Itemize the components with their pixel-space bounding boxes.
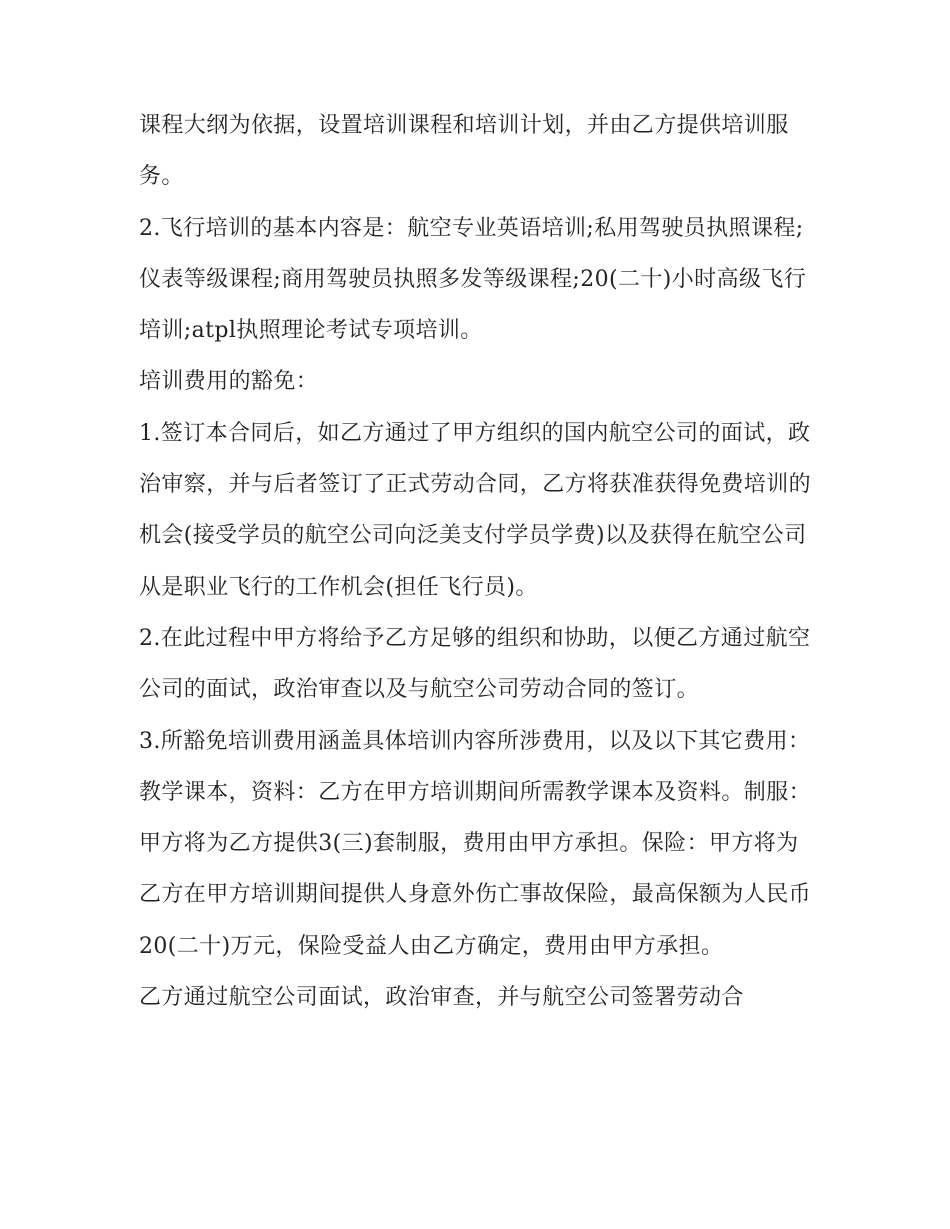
paragraph-waiver-item-3: 3.所豁免培训费用涵盖具体培训内容所涉费用，以及以下其它费用：教学课本，资料：乙方在甲方培训期间所需教学课本及资料。制服：甲方将为乙方提供3(三)套制服，费用由甲方承担。保险：甲方将为乙方在甲方培训期间提供人身意外伤亡事故保险，最高保额为人民币20(二十)万元，保险受益人由乙方确定，费用由甲方承担。	[139, 728, 812, 959]
document-body	[139, 100, 819, 1023]
paragraph-waiver-item-2: 2.在此过程中甲方将给予乙方足够的组织和协助，以便乙方通过航空公司的面试，政治审查以及与航空公司劳动合同的签订。	[139, 625, 811, 703]
paragraph-waiver-item-1: 1.签订本合同后，如乙方通过了甲方组织的国内航空公司的面试，政治审察，并与后者签订了正式劳动合同，乙方将获准获得免费培训的机会(接受学员的航空公司向泛美支付学员学费)以及获得在航空公司从是职业飞行的工作机会(担任飞行员)。	[139, 420, 812, 600]
paragraph-interview-contract: 乙方通过航空公司面试，政治审查，并与航空公司签署劳动合	[139, 985, 744, 1011]
paragraph-course-outline: 课程大纲为依据，设置培训课程和培训计划，并由乙方提供培训服务。	[139, 113, 789, 190]
paragraph-training-content: 2.飞行培训的基本内容是：航空专业英语培训;私用驾驶员执照课程;仪表等级课程;商用驾驶员执照多发等级课程;20(二十)小时高级飞行培训;atpl执照理论考试专项培训。	[139, 215, 807, 344]
paragraph-fee-waiver-heading: 培训费用的豁免：	[139, 369, 319, 395]
